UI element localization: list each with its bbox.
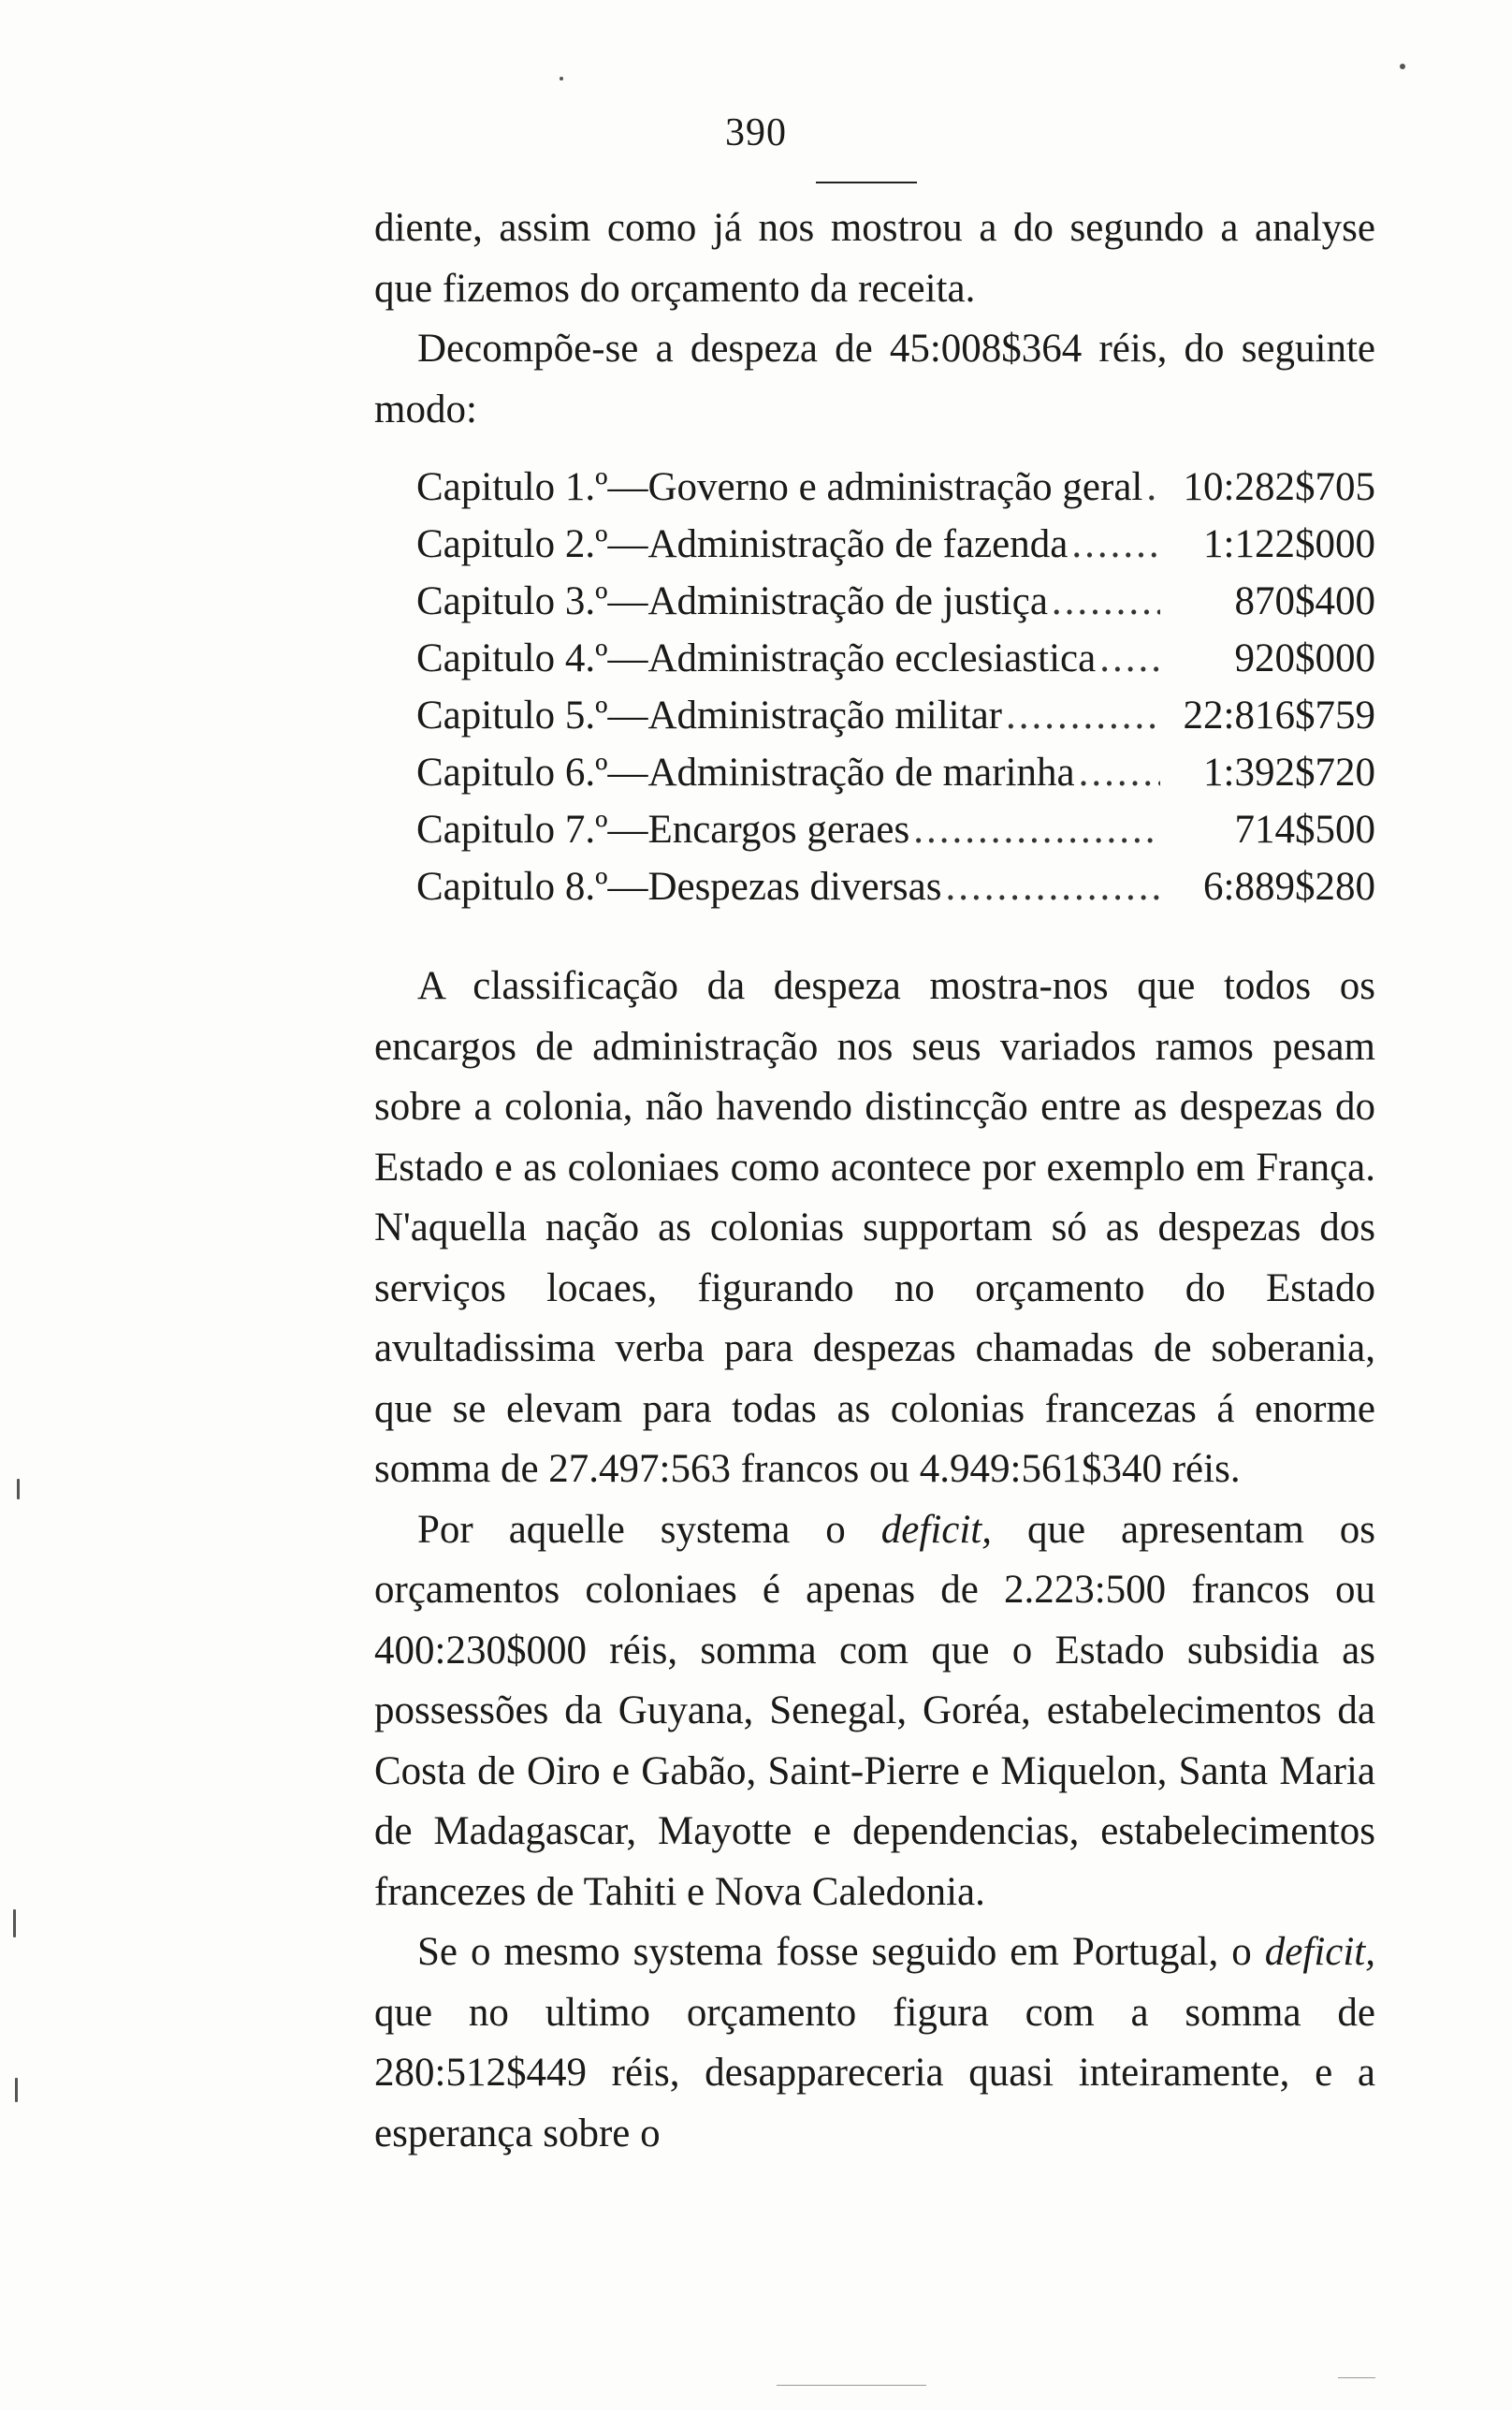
dot-leader: [909, 801, 1160, 858]
paragraph-continuation: diente, assim como já nos mostrou a do segundo a analyse que fizemos do orçamento da receita.: [374, 206, 1375, 311]
p4-start: Por aquelle systema o: [417, 1507, 881, 1552]
chapter-row: [416, 687, 1375, 744]
p5-deficit-word: deficit,: [1264, 1930, 1375, 1974]
chapter-amount: 10:282$705: [1183, 465, 1375, 509]
chapter-row: [416, 744, 1375, 801]
chapter-amount: 6:889$280: [1203, 865, 1375, 909]
chapter-row: [416, 573, 1375, 630]
chapter-row: [416, 801, 1375, 858]
p4-rest: que apresentam os orçamentos coloniaes é apenas de 2.223:500 francos ou 400:230$000 réis, somma com que o Estado subsidia as possessões da Guyana, Senegal, Goréa, estabelecimentos da Costa de Oiro e Gabão, Saint-Pierre e Miquelon, Santa Maria de Madagascar, Mayotte e dependencias, estabelecimentos francezes de Tahiti e Nova Caledonia.: [374, 1507, 1376, 1914]
chapter-amount: 1:392$720: [1203, 751, 1375, 795]
p4-deficit-word: deficit,: [880, 1507, 992, 1552]
chapter-amount: 714$500: [1234, 808, 1375, 852]
chapter-label: Capitulo 8.º—Despezas diversas: [416, 865, 942, 909]
chapter-label: Capitulo 4.º—Administração ecclesiastica: [416, 636, 1097, 680]
chapter-row: [416, 459, 1375, 516]
chapter-label: Capitulo 3.º—Administração de justiça: [416, 579, 1048, 623]
chapter-label: Capitulo 7.º—Encargos geraes: [416, 808, 910, 852]
chapter-label: Capitulo 2.º—Administração de fazenda: [416, 522, 1069, 566]
page-number: 390: [725, 111, 787, 154]
dot-leader: [1002, 687, 1160, 744]
paragraph-decomposition: Decompõe-se a despeza de 45:008$364 réis, do seguinte modo:: [374, 327, 1375, 431]
scan-speck: [1400, 64, 1405, 69]
dot-leader: [1075, 744, 1160, 801]
scan-speck: [560, 77, 563, 80]
chapter-amount: 920$000: [1234, 636, 1375, 680]
scan-speck: [13, 1909, 16, 1937]
body-text: [374, 957, 1375, 2164]
chapter-expense-list: [416, 459, 1375, 915]
dot-leader: [1096, 630, 1160, 687]
p5-start: Se o mesmo systema fosse seguido em Portugal, o: [417, 1930, 1265, 1974]
dot-leader: [1142, 459, 1160, 516]
chapter-row: [416, 630, 1375, 687]
chapter-amount: 1:122$000: [1203, 522, 1375, 566]
chapter-row: [416, 858, 1375, 915]
chapter-label: Capitulo 1.º—Governo e administração geral: [416, 465, 1143, 509]
paragraph-deficit-portugal: [374, 1922, 1375, 2164]
chapter-amount: 22:816$759: [1183, 694, 1375, 738]
chapter-label: Capitulo 5.º—Administração militar: [416, 694, 1002, 738]
paragraph-classification: A classificação da despeza mostra-nos que todos os encargos de administração nos seus variados ramos pesam sobre a colonia, não havendo distincção entre as despezas do Estado e as coloniaes como acontece por exemplo em França. N'aquella nação as colonias supportam só as despezas dos serviços locaes, figurando no orçamento do Estado avultadissima verba para despezas chamadas de soberania, que se elevam para todas as colonias francezas á enorme somma de 27.497:563 francos ou 4.949:561$340 réis.: [374, 964, 1375, 1491]
chapter-row: [416, 516, 1375, 573]
paragraph-deficit-france: [374, 1500, 1375, 1923]
scan-line: [777, 2385, 926, 2386]
page-number-rule: [816, 182, 917, 183]
intro-text: [374, 198, 1375, 440]
chapter-amount: 870$400: [1234, 579, 1375, 623]
dot-leader: [941, 858, 1160, 915]
dot-leader: [1068, 516, 1160, 573]
chapter-label: Capitulo 6.º—Administração de marinha: [416, 751, 1075, 795]
scan-line: [1338, 2377, 1375, 2378]
scan-speck: [15, 2078, 18, 2102]
dot-leader: [1048, 573, 1160, 630]
scan-speck: [17, 1479, 20, 1499]
p5-rest: que no ultimo orçamento figura com a somma de 280:512$449 réis, desappareceria quasi inteiramente, e a esperança sobre o: [374, 1990, 1375, 2155]
